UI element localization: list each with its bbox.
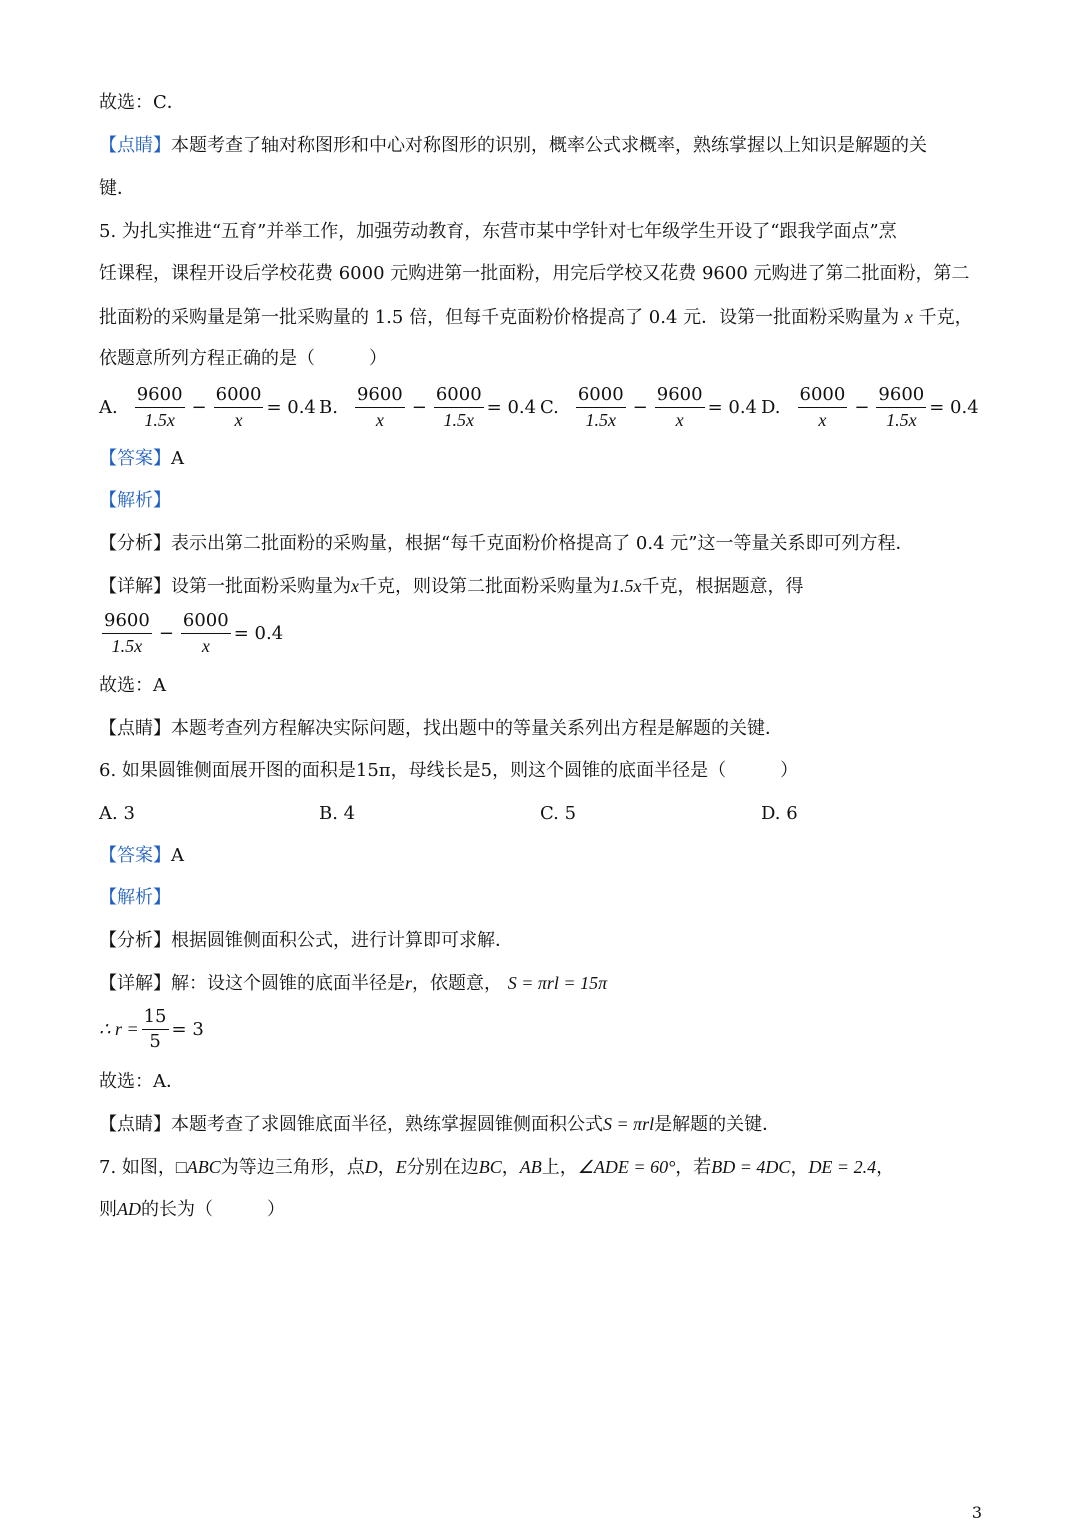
- option-d: D. 6: [761, 803, 798, 824]
- question-7-line-1: 7. 如图，□ABC为等边三角形，点D，E分别在边BC，AB上，∠ADE = 60°，若BD = 4DC，DE = 2.4，: [99, 1157, 895, 1178]
- text-line: 故选：C．: [99, 92, 185, 113]
- remark-line: 【点睛】本题考查了求圆锥底面半径，熟练掌握圆锥侧面积公式S = πrl是解题的关键．: [99, 1114, 781, 1135]
- answer-line: 【答案】A: [99, 845, 184, 866]
- text-line: 故选：A．: [99, 1071, 184, 1092]
- answer-line: 【答案】A: [99, 448, 184, 469]
- remark-line: 【点睛】本题考查列方程解决实际问题，找出题中的等量关系列出方程是解题的关键．: [99, 718, 783, 739]
- equation: ∴ r = $\frac{15}{5}$ = 3: [99, 1006, 204, 1052]
- remark-line: 【点睛】本题考查了轴对称图形和中心对称图形的识别，概率公式求概率，熟练掌握以上知识是解题的关: [99, 135, 927, 156]
- analysis-heading: 【解析】: [99, 490, 171, 511]
- question-5-line-3: 批面粉的采购量是第一批采购量的 1.5 倍，但每千克面粉价格提高了 0.4 元．设第一批面粉采购量为 x 千克，: [99, 307, 973, 328]
- option-b: B. 4: [319, 803, 356, 824]
- option-a: A. 3: [99, 803, 135, 824]
- equation: $\frac{9600}{1.5x}$ − $\frac{6000}{x}$ = 0.4: [104, 610, 284, 656]
- option-b: B. $\frac{9600}{x}$ − $\frac{6000}{1.5x}$ = 0.4: [319, 384, 537, 430]
- analysis-line: 【分析】根据圆锥侧面积公式，进行计算即可求解．: [99, 930, 513, 951]
- question-5-line-2: 饪课程，课程开设后学校花费 6000 元购进第一批面粉，用完后学校又花费 9600 元购进了第二批面粉，第二: [99, 263, 970, 284]
- option-c: C. 5: [540, 803, 577, 824]
- text-line: 故选：A: [99, 675, 166, 696]
- question-7-line-2: 则AD的长为（ ）: [99, 1199, 285, 1220]
- question-6: 6. 如果圆锥侧面展开图的面积是15π，母线长是5，则这个圆锥的底面半径是（ ）: [99, 760, 799, 781]
- detail-line: 【详解】解：设这个圆锥的底面半径是r，依题意， S = πrl = 15π: [99, 973, 608, 994]
- question-5-line-1: 5. 为扎实推进“五育”并举工作，加强劳动教育，东营市某中学针对七年级学生开设了“跟我学面点”烹: [99, 221, 897, 242]
- question-5-line-4: 依题意所列方程正确的是（ ）: [99, 348, 387, 369]
- option-d: D. $\frac{6000}{x}$ − $\frac{9600}{1.5x}$ = 0.4: [761, 384, 979, 430]
- option-c: C. $\frac{6000}{1.5x}$ − $\frac{9600}{x}$ = 0.4: [540, 384, 758, 430]
- text-line: 键．: [99, 178, 135, 199]
- detail-line: 【详解】设第一批面粉采购量为x千克，则设第二批面粉采购量为1.5x千克，根据题意，得: [99, 576, 804, 597]
- option-a: A. $\frac{9600}{1.5x}$ − $\frac{6000}{x}$ = 0.4: [99, 384, 316, 430]
- page-number: 3: [971, 1503, 982, 1522]
- analysis-line: 【分析】表示出第二批面粉的采购量，根据“每千克面粉价格提高了 0.4 元”这一等量关系即可列方程．: [99, 533, 914, 554]
- analysis-heading: 【解析】: [99, 887, 171, 908]
- remark-tag: 【点睛】: [99, 135, 171, 156]
